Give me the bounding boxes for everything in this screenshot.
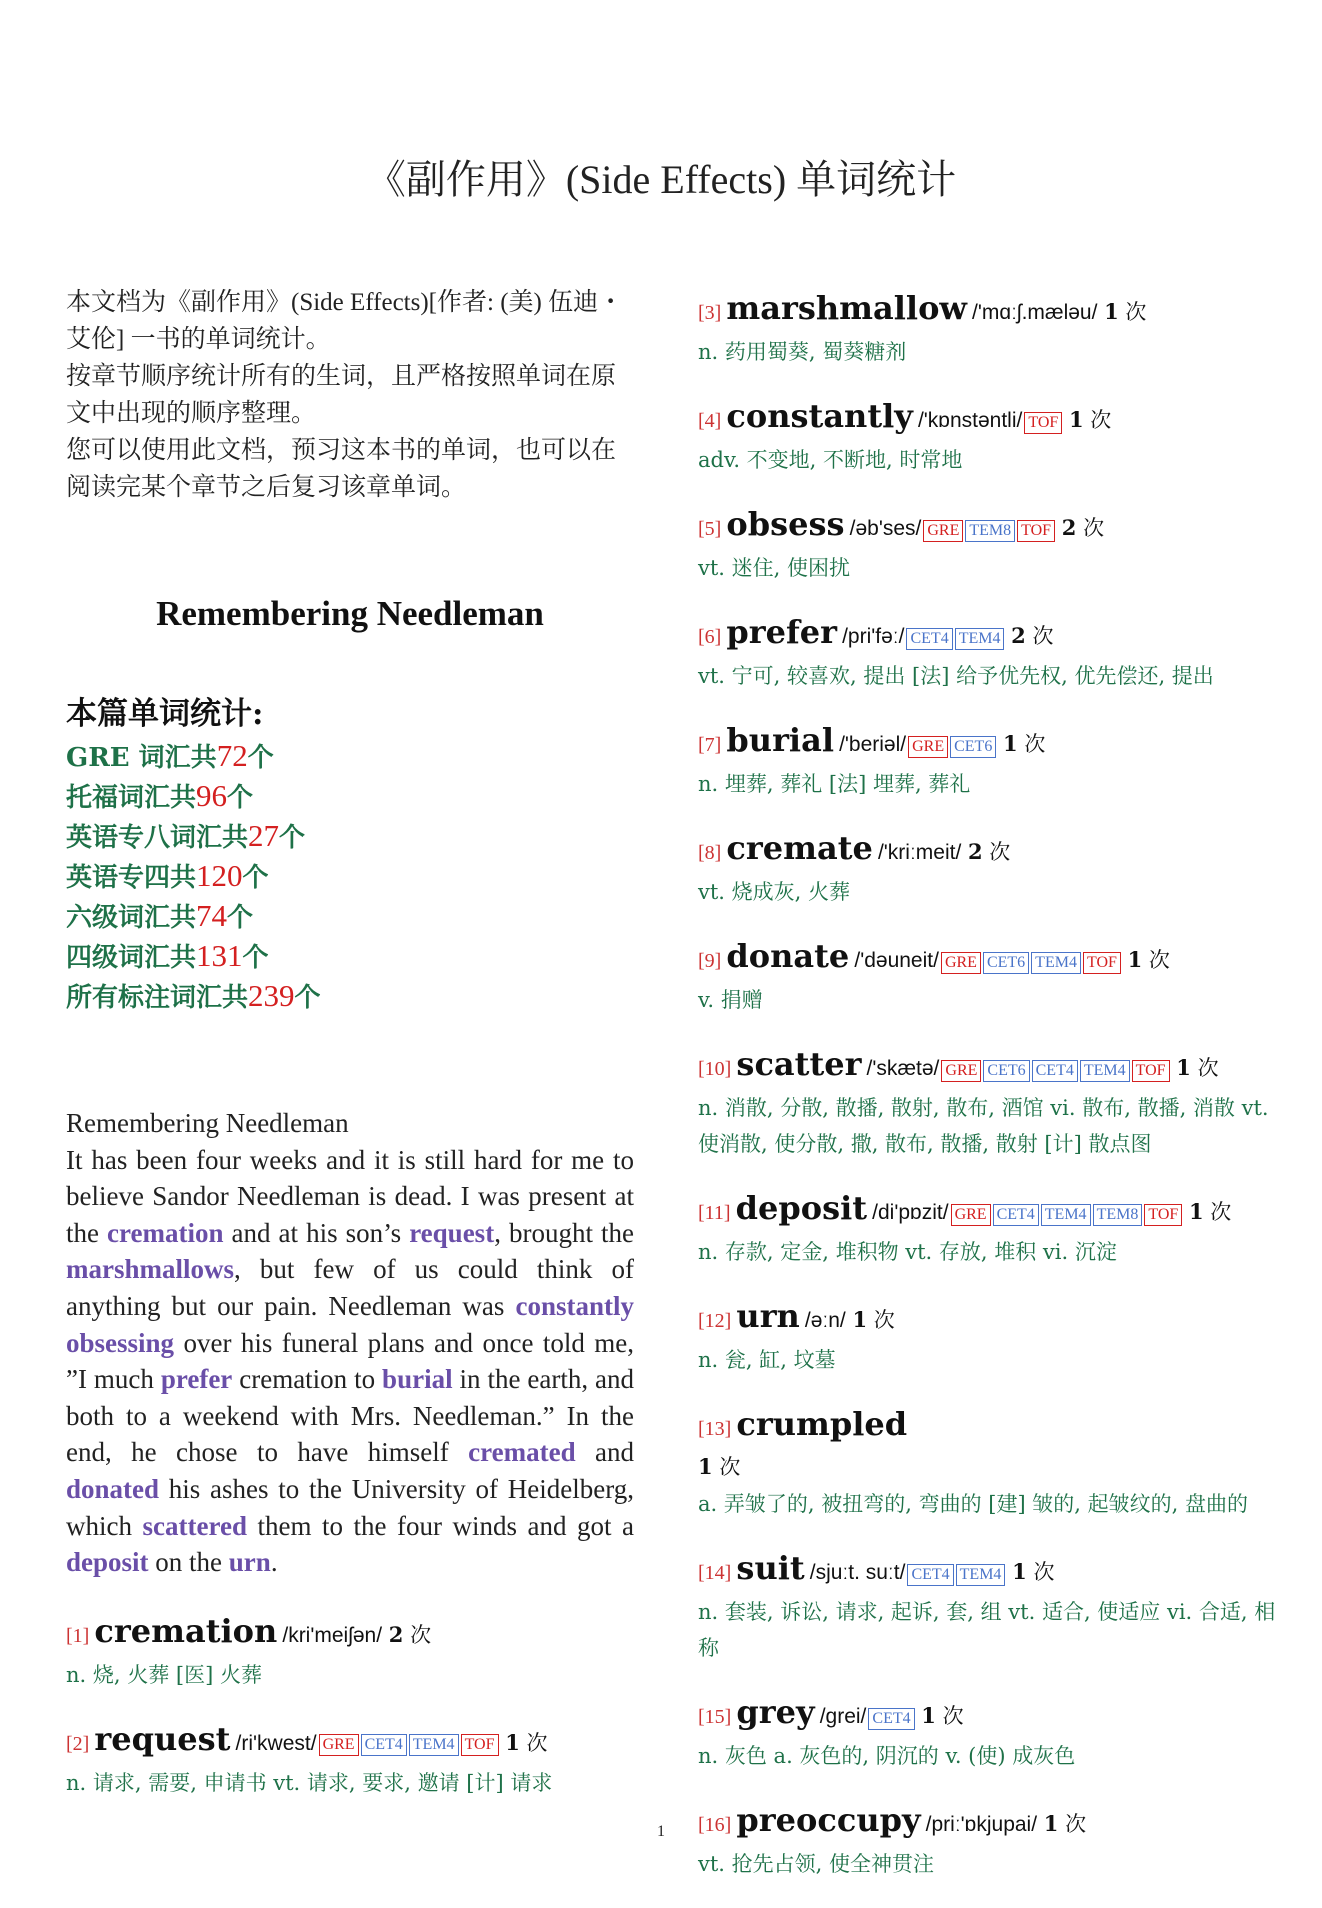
entry-index: [9] [698, 950, 722, 972]
entry-definition: vt. 抢先占领, 使全神贯注 [698, 1852, 935, 1876]
entry-word: cremation [94, 1611, 278, 1650]
count-number: 1 [921, 1703, 936, 1728]
stat-unit: 个 [242, 943, 269, 973]
entry-count [1097, 300, 1146, 324]
stat-line [66, 777, 634, 817]
entry-word: scatter [736, 1045, 862, 1083]
exam-tag: TEM4 [1041, 1204, 1091, 1226]
count-suffix: 次 [1197, 1056, 1219, 1080]
exam-tag: GRE [951, 1204, 991, 1226]
vocab-entry [698, 612, 1278, 694]
passage [66, 1105, 634, 1581]
entry-index: [7] [698, 734, 722, 756]
stat-label: 托福词汇共 [66, 783, 197, 813]
entry-count [1182, 1200, 1231, 1224]
stat-label: 英语专八词汇共 [66, 823, 249, 853]
exam-tag: TEM4 [1080, 1060, 1130, 1082]
highlighted-word: donated [66, 1473, 160, 1504]
highlighted-word: obsessing [66, 1327, 175, 1358]
count-number: 2 [967, 839, 983, 864]
entry-count [1121, 948, 1170, 972]
stat-line [66, 817, 634, 857]
entry-index: [12] [698, 1310, 732, 1332]
entry-word: constantly [726, 397, 913, 435]
entry-definition: adv. 不变地, 不断地, 时常地 [698, 448, 963, 472]
stat-label: 六级词汇共 [66, 903, 197, 933]
stats-list [66, 737, 634, 1017]
entry-phonetic: /'mɑːʃ.mæləu/ [972, 301, 1098, 324]
entry-index: [1] [66, 1624, 90, 1647]
vocab-entry [698, 288, 1278, 370]
entry-head [698, 936, 1278, 982]
entry-definition: a. 弄皱了的, 被扭弯的, 弯曲的 [建] 皱的, 起皱纹的, 盘曲的 [698, 1492, 1249, 1516]
stat-unit: 个 [242, 863, 269, 893]
entry-index: [6] [698, 626, 722, 648]
exam-tag: GRE [923, 520, 963, 542]
entry-definition: n. 请求, 需要, 申请书 vt. 请求, 要求, 邀请 [计] 请求 [66, 1770, 553, 1795]
stat-count: 131 [196, 938, 243, 973]
stat-unit: 个 [279, 823, 306, 853]
stat-unit: 个 [227, 903, 254, 933]
entry-count [961, 840, 1010, 864]
count-suffix: 次 [1090, 408, 1112, 432]
entry-definition: vt. 迷住, 使困扰 [698, 556, 851, 580]
passage-text: cremation to [232, 1364, 383, 1395]
vocab-entry [698, 828, 1278, 910]
left-column [66, 284, 634, 1827]
document-title: 《副作用》(Side Effects) 单词统计 [365, 157, 957, 202]
vocab-entry [698, 1404, 1278, 1522]
vocab-entry [698, 936, 1278, 1018]
entry-phonetic: /pri'fəː/ [842, 625, 905, 648]
entry-definition: n. 套装, 诉讼, 请求, 起诉, 套, 组 vt. 适合, 使适应 vi. 合适, 相称 [698, 1600, 1276, 1660]
exam-tag: TOF [1024, 412, 1062, 434]
entry-word: burial [726, 721, 834, 759]
stat-label: 四级词汇共 [66, 943, 197, 973]
highlighted-word: urn [228, 1547, 271, 1578]
vocab-entry [66, 1611, 634, 1693]
passage-text: over his funeral plans and once told me, ”I much [66, 1327, 634, 1395]
passage-text: on the [148, 1547, 229, 1578]
entry-head [698, 1296, 1278, 1342]
count-suffix: 次 [410, 1622, 432, 1647]
passage-title: Remembering Needleman [66, 1108, 349, 1138]
stat-line [66, 857, 634, 897]
highlighted-word: cremated [468, 1437, 576, 1468]
entry-index: [16] [698, 1814, 732, 1836]
count-suffix: 次 [873, 1308, 895, 1332]
entry-index: [11] [698, 1202, 731, 1224]
entry-index: [13] [698, 1418, 732, 1440]
entry-definition: n. 烧, 火葬 [医] 火葬 [66, 1662, 262, 1687]
entry-definition: v. 捐赠 [698, 988, 763, 1012]
exam-tag: CET6 [983, 1060, 1029, 1082]
right-vocab-list [698, 288, 1278, 1908]
vocab-entry [698, 720, 1278, 802]
entry-definition: vt. 宁可, 较喜欢, 提出 [法] 给予优先权, 优先偿还, 提出 [698, 664, 1214, 688]
count-number: 2 [1011, 623, 1026, 648]
exam-tag: TOF [1083, 952, 1121, 974]
intro-line: 本文档为《副作用》(Side Effects)[作者: (美) 伍迪・艾伦] 一书的单词统计。 [66, 289, 624, 353]
stat-unit: 个 [294, 983, 321, 1013]
passage-text: , but few of us could think of anything but our pain. Needleman was [66, 1254, 634, 1321]
entry-head [698, 1404, 1278, 1450]
exam-tag: GRE [941, 952, 981, 974]
entry-phonetic: /'kɒnstəntli/ [917, 409, 1023, 432]
entry-count [1170, 1056, 1219, 1080]
highlighted-word: constantly [515, 1290, 634, 1321]
stat-line [66, 737, 634, 777]
entry-definition: n. 灰色 a. 灰色的, 阴沉的 v. (使) 成灰色 [698, 1744, 1076, 1768]
count-number: 1 [1188, 1199, 1204, 1224]
entry-definition: n. 埋葬, 葬礼 [法] 埋葬, 葬礼 [698, 772, 971, 796]
entry-phonetic: /grei/ [819, 1705, 867, 1728]
entry-count [499, 1731, 548, 1755]
entry-head [698, 1044, 1278, 1090]
entry-index: [3] [698, 302, 722, 324]
highlighted-word: prefer [160, 1364, 233, 1395]
passage-text: , brought the [494, 1217, 634, 1248]
exam-tag: TEM4 [956, 1564, 1006, 1586]
entry-phonetic: /'beriəl/ [839, 733, 907, 756]
exam-tag: CET6 [950, 736, 996, 758]
exam-tag: TEM8 [1093, 1204, 1143, 1226]
count-suffix: 次 [1024, 732, 1046, 756]
vocab-entry [698, 1692, 1278, 1774]
section-title: Remembering Needleman [156, 594, 544, 633]
entry-definition: n. 消散, 分散, 散播, 散射, 散布, 酒馆 vi. 散布, 散播, 消散 vt. 使消散, 使分散, 撒, 散布, 散播, 散射 [计] 散点图 [698, 1096, 1269, 1156]
count-suffix: 次 [1083, 516, 1105, 540]
entry-word: request [94, 1719, 231, 1758]
highlighted-word: request [409, 1217, 495, 1248]
exam-tag: TEM4 [1031, 952, 1081, 974]
exam-tag: TEM4 [409, 1734, 459, 1756]
entry-head [66, 1611, 634, 1657]
stat-count: 27 [248, 818, 280, 853]
exam-tag: GRE [941, 1060, 981, 1082]
stat-count: 120 [196, 858, 243, 893]
vocab-entry [698, 1188, 1278, 1270]
count-number: 1 [1012, 1559, 1027, 1584]
entry-head [698, 396, 1278, 442]
passage-text: his ashes to the University of Heidelberg, which [66, 1473, 634, 1541]
stat-label: 英语专四共 [66, 863, 197, 893]
count-number: 1 [852, 1307, 868, 1332]
count-suffix: 次 [1032, 624, 1054, 648]
entry-head [698, 1692, 1278, 1738]
entry-word: obsess [726, 505, 845, 543]
passage-text: them to the four winds and got a [246, 1510, 634, 1541]
exam-tag: TEM8 [965, 520, 1015, 542]
passage-text: and at his son’s [223, 1217, 410, 1248]
stat-line [66, 977, 634, 1017]
entry-word: urn [736, 1297, 800, 1335]
count-suffix: 次 [719, 1455, 741, 1479]
count-number: 1 [1043, 1811, 1059, 1836]
count-number: 1 [698, 1454, 713, 1479]
stat-count: 72 [216, 738, 248, 773]
stat-count: 239 [248, 978, 295, 1013]
exam-tag: TOF [1144, 1204, 1182, 1226]
exam-tag: CET4 [868, 1708, 914, 1730]
exam-tag: CET4 [993, 1204, 1039, 1226]
exam-tag: CET4 [1032, 1060, 1078, 1082]
passage-text: . [270, 1547, 278, 1578]
exam-tag: CET4 [907, 1564, 953, 1586]
vocab-entry [698, 504, 1278, 586]
entry-head [698, 828, 1278, 874]
entry-count [846, 1308, 895, 1332]
count-number: 1 [505, 1729, 520, 1755]
entry-definition: n. 瓮, 缸, 坟墓 [698, 1348, 836, 1372]
highlighted-word: cremation [107, 1217, 224, 1248]
entry-phonetic: /sjuːt. suːt/ [809, 1561, 906, 1584]
entry-head [698, 1188, 1278, 1234]
entry-index: [2] [66, 1732, 90, 1755]
exam-tag: GRE [319, 1734, 359, 1756]
entry-phonetic: /priː'ɒkjupai/ [925, 1813, 1038, 1836]
count-number: 1 [1176, 1055, 1191, 1080]
entry-head [698, 1548, 1278, 1594]
exam-tag: TOF [461, 1734, 499, 1756]
entry-index: [8] [698, 842, 722, 864]
entry-word: deposit [735, 1189, 868, 1227]
vocab-entry [698, 1548, 1278, 1666]
exam-tag: TOF [1017, 520, 1055, 542]
highlighted-word: scattered [142, 1510, 247, 1541]
page-number: 1 [657, 1823, 665, 1840]
stat-line [66, 937, 634, 977]
count-number: 2 [388, 1621, 404, 1647]
entry-word: donate [726, 937, 850, 975]
entry-word: prefer [726, 613, 837, 651]
entry-phonetic: /'kriːmeit/ [877, 841, 962, 864]
entry-word: crumpled [736, 1405, 908, 1443]
entry-index: [4] [698, 410, 722, 432]
count-suffix: 次 [1125, 300, 1147, 324]
count-suffix: 次 [1033, 1560, 1055, 1584]
exam-tag: CET4 [906, 628, 952, 650]
entry-head [698, 612, 1278, 658]
entry-phonetic: /di'pɒzit/ [872, 1201, 949, 1224]
highlighted-word: deposit [66, 1547, 149, 1578]
entry-word: grey [736, 1693, 815, 1731]
entry-index: [5] [698, 518, 722, 540]
entry-phonetic: /əb'ses/ [849, 517, 922, 540]
count-number: 2 [1061, 515, 1077, 540]
count-suffix: 次 [1148, 948, 1170, 972]
entry-word: suit [736, 1549, 805, 1587]
entry-head [698, 288, 1278, 334]
exam-tag: TEM4 [955, 628, 1005, 650]
count-number: 1 [1127, 947, 1143, 972]
entry-phonetic: /kri'meiʃən/ [282, 1623, 383, 1647]
exam-tag: CET6 [983, 952, 1029, 974]
highlighted-word: marshmallows [66, 1254, 234, 1285]
passage-text: and [575, 1437, 634, 1468]
passage-text: It has been four weeks and it is still hard for me to believe Sandor Needleman is dead. I was present at the [66, 1144, 634, 1248]
entry-head [66, 1719, 634, 1765]
highlighted-word: burial [382, 1364, 453, 1395]
entry-word: preoccupy [736, 1801, 921, 1839]
count-number: 1 [1003, 731, 1018, 756]
exam-tag: TOF [1132, 1060, 1170, 1082]
stat-count: 74 [196, 898, 228, 933]
vocab-entry [698, 1296, 1278, 1378]
passage-body [66, 1142, 634, 1581]
entry-head [698, 720, 1278, 766]
entry-definition: n. 存款, 定金, 堆积物 vt. 存放, 堆积 vi. 沉淀 [698, 1240, 1117, 1264]
intro [66, 284, 634, 506]
entry-count [1005, 1560, 1054, 1584]
entry-head [698, 504, 1278, 550]
intro-line: 按章节顺序统计所有的生词，且严格按照单词在原文中出现的顺序整理。 [66, 363, 617, 427]
stat-label: 所有标注词汇共 [66, 983, 249, 1013]
count-suffix: 次 [1065, 1812, 1087, 1836]
vocab-entry [66, 1719, 634, 1801]
stats-heading: 本篇单词统计: [66, 696, 264, 732]
count-number: 1 [1104, 299, 1119, 324]
count-line [698, 1450, 1278, 1486]
entry-phonetic: /əːn/ [804, 1309, 846, 1332]
exam-tag: GRE [908, 736, 948, 758]
entry-count [996, 732, 1045, 756]
entry-phonetic: /'skætə/ [866, 1057, 940, 1080]
entry-count [698, 1455, 740, 1479]
count-suffix: 次 [1210, 1200, 1232, 1224]
stat-line [66, 897, 634, 937]
entry-phonetic: /ri'kwest/ [235, 1731, 317, 1755]
entry-phonetic: /'dəuneit/ [854, 949, 939, 972]
entry-count [1004, 624, 1053, 648]
entry-word: marshmallow [726, 289, 967, 327]
entry-definition: vt. 烧成灰, 火葬 [698, 880, 851, 904]
vocab-entry [698, 1044, 1278, 1162]
left-vocab-list [66, 1611, 634, 1801]
count-number: 1 [1068, 407, 1084, 432]
exam-tag: CET4 [361, 1734, 407, 1756]
entry-index: [10] [698, 1058, 732, 1080]
entry-definition: n. 药用蜀葵, 蜀葵糖剂 [698, 340, 907, 364]
entry-index: [14] [698, 1562, 732, 1584]
count-suffix: 次 [942, 1704, 964, 1728]
entry-count [1062, 408, 1111, 432]
count-suffix: 次 [989, 840, 1011, 864]
count-suffix: 次 [526, 1730, 548, 1755]
intro-line: 您可以使用此文档，预习这本书的单词，也可以在阅读完某个章节之后复习该章单词。 [66, 437, 617, 501]
entry-word: cremate [726, 829, 873, 867]
entry-index: [15] [698, 1706, 732, 1728]
entry-count [915, 1704, 964, 1728]
stat-unit: 个 [247, 743, 274, 773]
entry-count [1055, 516, 1104, 540]
passage-text: in the earth, and both to a weekend with Mrs. Needleman.” In the end, he chose to have himself [66, 1364, 634, 1468]
vocab-entry [698, 396, 1278, 478]
stat-label: GRE 词汇共 [66, 743, 217, 773]
stat-unit: 个 [227, 783, 254, 813]
stat-count: 96 [196, 778, 228, 813]
entry-count [382, 1623, 431, 1647]
